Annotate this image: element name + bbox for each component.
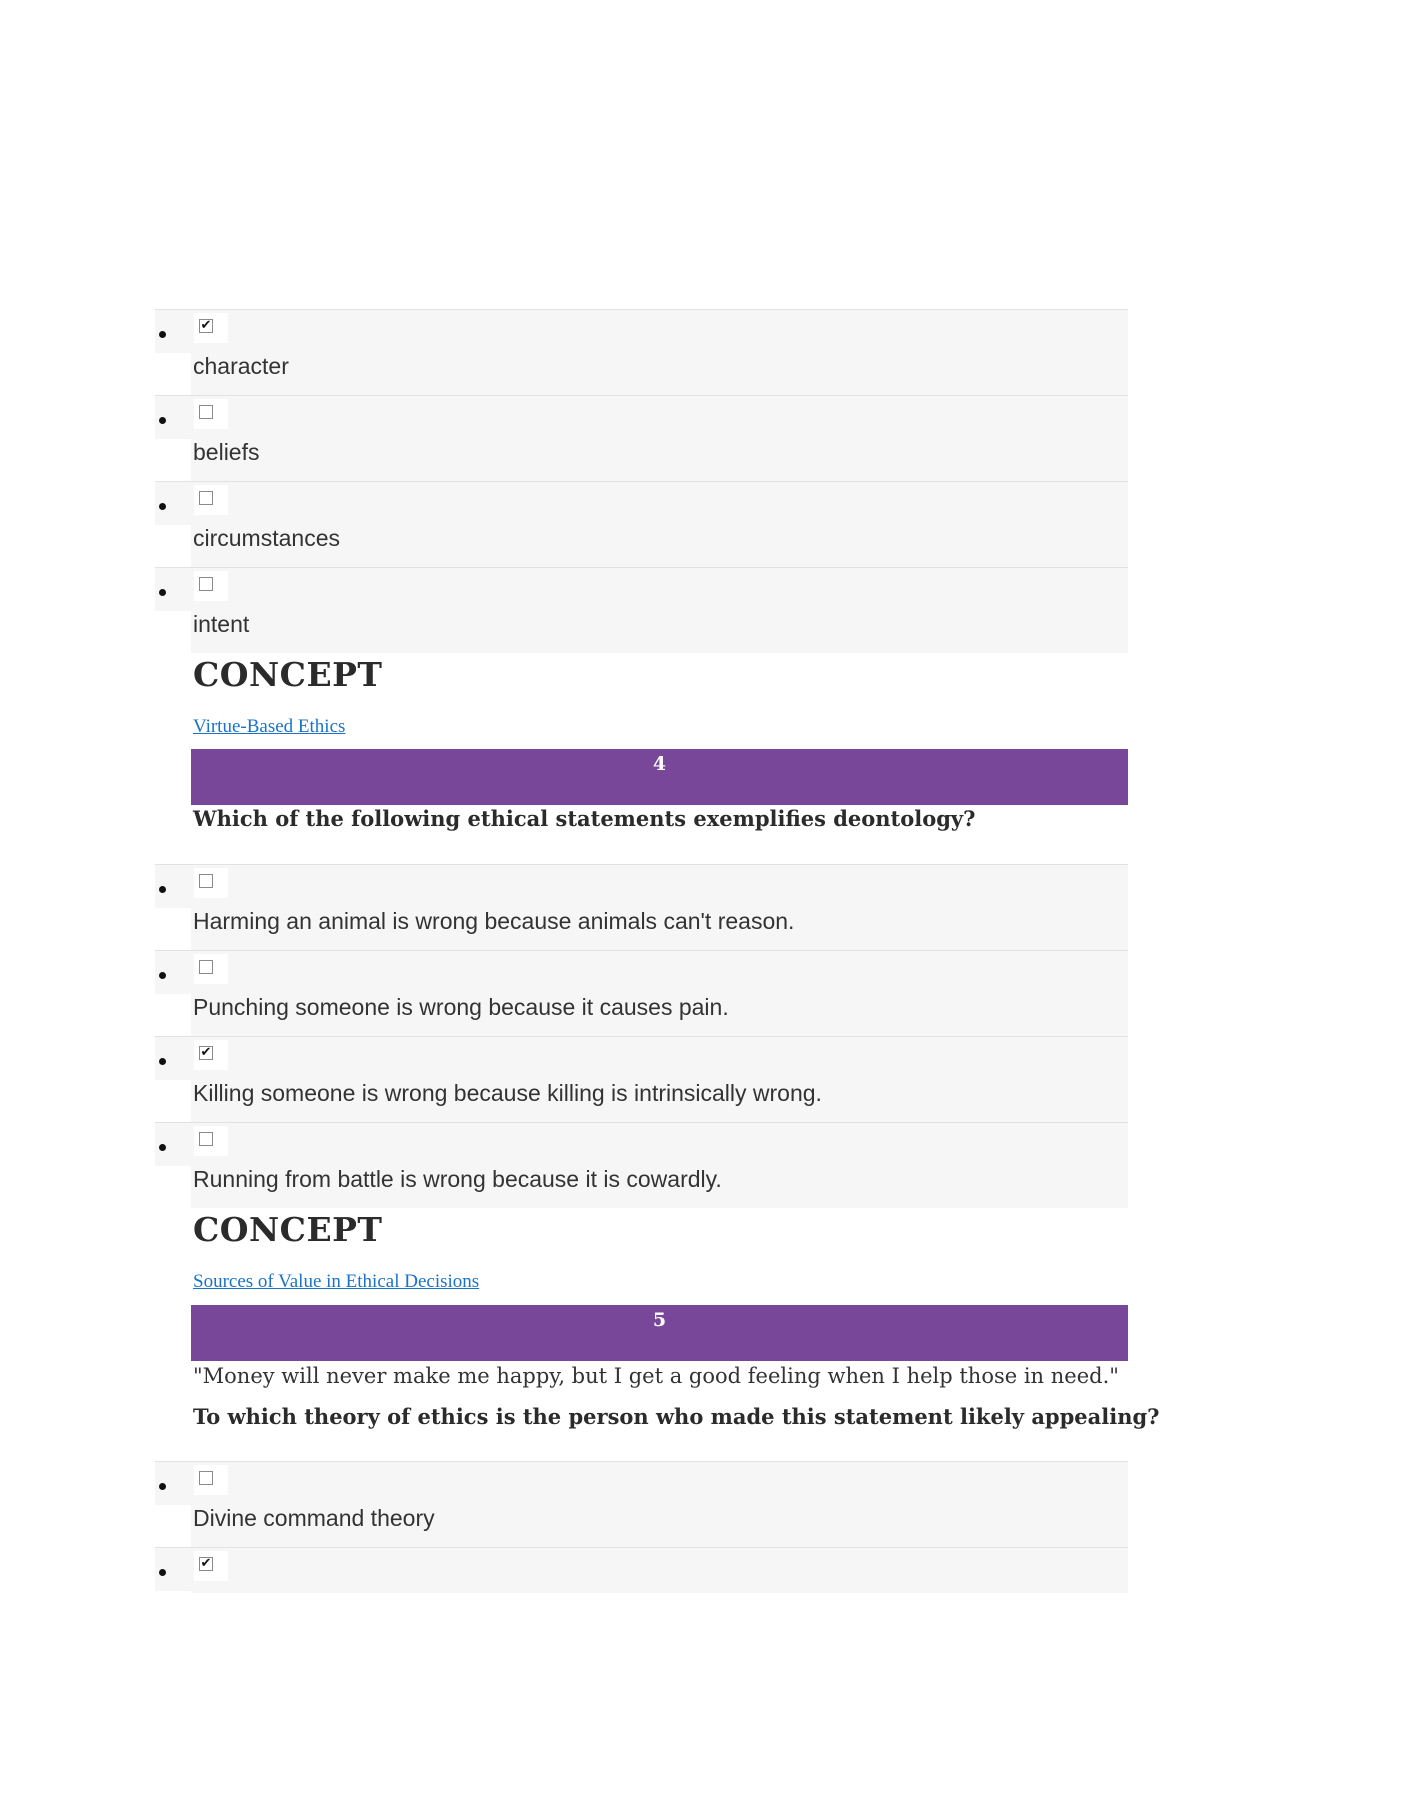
bullet-icon (159, 589, 166, 596)
answer-option[interactable] (155, 481, 1128, 567)
answer-option[interactable] (155, 864, 1128, 950)
question-number: 5 (652, 1309, 667, 1331)
bullet-icon (159, 417, 166, 424)
checkbox[interactable] (199, 577, 213, 591)
checkmark-icon: ✔ (200, 1556, 212, 1571)
checkbox[interactable] (199, 405, 213, 419)
answer-option-label: Punching someone is wrong because it causes pain. (193, 994, 729, 1020)
bullet-icon (159, 1569, 166, 1576)
answer-option[interactable] (155, 950, 1128, 1036)
checkbox[interactable] (199, 874, 213, 888)
answer-option-label: character (193, 353, 289, 379)
question-number-bar (191, 749, 1128, 805)
answer-option[interactable] (155, 1547, 1128, 1593)
checkbox[interactable] (199, 960, 213, 974)
question-text: To which theory of ethics is the person who made this statement likely appealing? (193, 1404, 1160, 1429)
checkbox-checked[interactable] (199, 319, 213, 333)
checkbox-checked[interactable] (199, 1557, 213, 1571)
question-quote: "Money will never make me happy, but I get a good feeling when I help those in need." (193, 1364, 1119, 1388)
concept-link[interactable]: Sources of Value in Ethical Decisions (193, 1271, 480, 1292)
bullet-icon (159, 886, 166, 893)
question-text: Which of the following ethical statements exemplifies deontology? (193, 806, 976, 831)
question-number: 4 (652, 753, 667, 775)
answer-option[interactable] (155, 1036, 1128, 1122)
checkbox-checked[interactable] (199, 1046, 213, 1060)
checkmark-icon: ✔ (200, 318, 212, 333)
answer-option-label: beliefs (193, 439, 260, 465)
bullet-icon (159, 1483, 166, 1490)
answer-option-label: Killing someone is wrong because killing is intrinsically wrong. (193, 1080, 822, 1106)
checkmark-icon: ✔ (200, 1045, 212, 1060)
answer-option-label: circumstances (193, 525, 340, 551)
answer-option[interactable] (155, 1461, 1128, 1547)
bullet-icon (159, 503, 166, 510)
answer-option[interactable] (155, 395, 1128, 481)
bullet-icon (159, 972, 166, 979)
concept-heading: CONCEPT (193, 1210, 383, 1249)
answer-option-label: Divine command theory (193, 1505, 435, 1531)
answer-option-label: intent (193, 611, 250, 637)
bullet-icon (159, 1058, 166, 1065)
bullet-icon (159, 331, 166, 338)
checkbox[interactable] (199, 1471, 213, 1485)
answer-option-label: Harming an animal is wrong because animals can't reason. (193, 908, 795, 934)
checkbox[interactable] (199, 491, 213, 505)
checkbox[interactable] (199, 1132, 213, 1146)
answer-option[interactable] (155, 1122, 1128, 1208)
answer-option-label: Running from battle is wrong because it is cowardly. (193, 1166, 722, 1192)
bullet-icon (159, 1144, 166, 1151)
answer-option[interactable] (155, 309, 1128, 395)
concept-link[interactable]: Virtue-Based Ethics (193, 716, 346, 737)
answer-option[interactable] (155, 567, 1128, 653)
question-number-bar (191, 1305, 1128, 1361)
concept-heading: CONCEPT (193, 655, 383, 694)
